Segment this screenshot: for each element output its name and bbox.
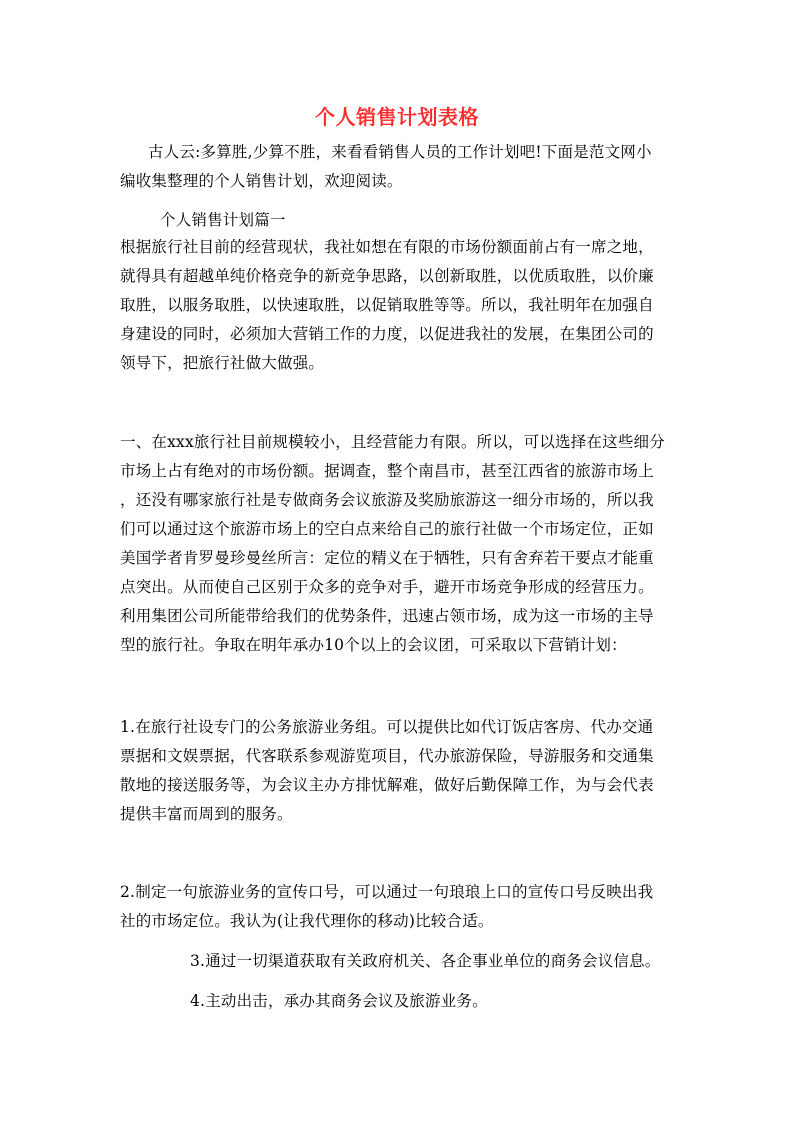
section-heading: 个人销售计划篇一 <box>160 211 286 229</box>
paragraph-line: 取胜，以服务取胜，以快速取胜，以促销取胜等等。所以，我社明年在加强自 <box>120 296 654 314</box>
paragraph-line: 身建设的同时，必须加大营销工作的力度，以促进我社的发展，在集团公司的 <box>120 325 654 343</box>
paragraph-2 <box>120 428 676 660</box>
intro-paragraph <box>120 138 676 196</box>
paragraph-line: 市场上占有绝对的市场份额。据调查，整个南昌市，甚至江西省的旅游市场上 <box>120 462 654 480</box>
paragraph-line: 利用集团公司所能带给我们的优势条件，迅速占领市场，成为这一市场的主导 <box>120 607 654 625</box>
paragraph-line: 社的市场定位。我认为(让我代理你的移动)比较合适。 <box>120 912 494 930</box>
paragraph-line: ，还没有哪家旅行社是专做商务会议旅游及奖励旅游这一细分市场的，所以我 <box>120 491 654 509</box>
paragraph-line: 一、在xxx旅行社目前规模较小，且经营能力有限。所以，可以选择在这些细分 <box>120 433 665 451</box>
page-title: 个人销售计划表格 <box>315 105 479 129</box>
paragraph-line: 点突出。从而使自己区别于众多的竞争对手，避开市场竞争形成的经营压力。 <box>120 578 654 596</box>
list-item-3: 3.通过一切渠道获取有关政府机关、各企事业单位的商务会议信息。 <box>190 952 661 970</box>
list-item-1 <box>120 713 676 829</box>
paragraph-line: 领导下，把旅行社做大做强。 <box>120 354 325 372</box>
intro-line: 古人云:多算胜,少算不胜，来看看销售人员的工作计划吧!下面是范文网小 <box>148 143 652 161</box>
list-item-4: 4.主动出击，承办其商务会议及旅游业务。 <box>190 992 488 1010</box>
paragraph-line: 根据旅行社目前的经营现状，我社如想在有限的市场份额面前占有一席之地， <box>120 238 654 256</box>
paragraph-line: 美国学者肯罗曼珍曼丝所言：定位的精义在于牺牲，只有舍弃若干要点才能重 <box>120 549 654 567</box>
list-item-2 <box>120 878 676 936</box>
paragraph-line: 们可以通过这个旅游市场上的空白点来给自己的旅行社做一个市场定位，正如 <box>120 520 654 538</box>
paragraph-1 <box>120 233 676 378</box>
intro-line: 编收集整理的个人销售计划，欢迎阅读。 <box>120 172 403 190</box>
paragraph-line: 2.制定一句旅游业务的宣传口号，可以通过一句琅琅上口的宣传口号反映出我 <box>120 883 654 901</box>
paragraph-line: 型的旅行社。争取在明年承办10个以上的会议团，可采取以下营销计划： <box>120 636 627 654</box>
paragraph-line: 票据和文娱票据，代客联系参观游览项目，代办旅游保险，导游服务和交通集 <box>120 747 654 765</box>
paragraph-line: 提供丰富而周到的服务。 <box>120 805 293 823</box>
paragraph-line: 就得具有超越单纯价格竞争的新竞争思路，以创新取胜，以优质取胜，以价廉 <box>120 267 654 285</box>
paragraph-line: 1.在旅行社设专门的公务旅游业务组。可以提供比如代订饭店客房、代办交通 <box>120 718 654 736</box>
paragraph-line: 散地的接送服务等，为会议主办方排忧解难，做好后勤保障工作，为与会代表 <box>120 776 654 794</box>
